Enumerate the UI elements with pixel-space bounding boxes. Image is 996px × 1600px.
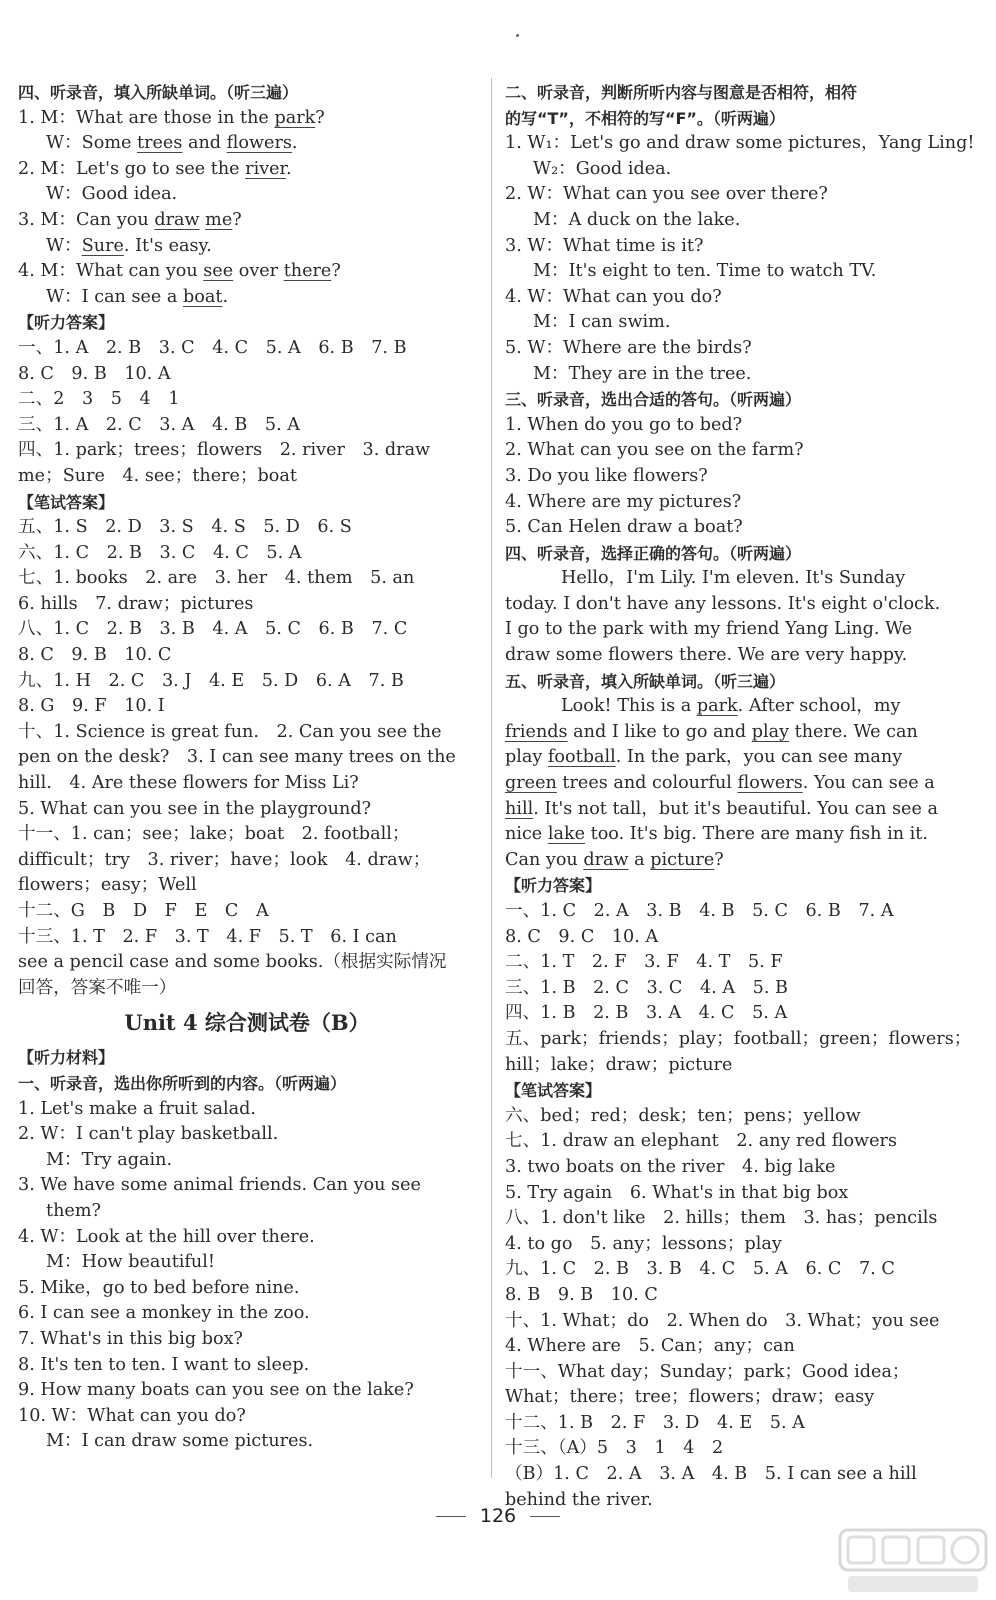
- answer-line: 3. two boats on the river 4. big lake: [505, 1156, 836, 1177]
- filled-word: there: [283, 261, 332, 282]
- dialogue-line: 4. W：Look at the hill over there.: [18, 1226, 315, 1247]
- page-number-dash: [530, 1516, 560, 1517]
- answer-line: 8. C 9. B 10. A: [18, 363, 171, 384]
- dialogue-line: 4. M：What can you see over there?: [18, 261, 341, 282]
- answer-line: 十三、（A）5 3 1 4 2: [505, 1438, 724, 1459]
- answer-line: 八、1. C 2. B 3. B 4. A 5. C 6. B 7. C: [18, 619, 408, 640]
- dialogue-line: 3. M：Can you draw me?: [18, 209, 242, 230]
- answer-line: 七、1. draw an elephant 2. any red flowers: [505, 1131, 897, 1152]
- dialogue-line: 2. W：What can you see over there?: [505, 184, 828, 205]
- filled-word: park: [274, 107, 316, 128]
- answer-line: 8. B 9. B 10. C: [505, 1284, 658, 1305]
- passage-line: hill. It's not tall，but it's beautiful. You can see a: [505, 798, 938, 819]
- answer-heading: 【听力材料】: [18, 1048, 115, 1068]
- dialogue-line: W：Good idea.: [46, 184, 178, 205]
- answer-line: 二、1. T 2. F 3. F 4. T 5. F: [505, 952, 783, 973]
- filled-word: boat: [183, 286, 223, 307]
- dialogue-line: 1. M：What are those in the park?: [18, 107, 325, 128]
- answer-line: 5. Try again 6. What's in that big box: [505, 1182, 849, 1203]
- filled-word: friends: [505, 721, 568, 742]
- dialogue-line: 10. W：What can you do?: [18, 1405, 246, 1426]
- answer-line: 8. C 9. C 10. A: [505, 926, 659, 947]
- section-heading: 四、听录音，填入所缺单词。（听三遍）: [18, 83, 299, 102]
- passage-line: Hello，I'm Lily. I'm eleven. It's Sunday: [561, 568, 906, 589]
- dialogue-line: 7. What's in this big box?: [18, 1328, 243, 1349]
- dialogue-line: M：Try again.: [46, 1149, 173, 1170]
- dialogue-line: W：Some trees and flowers.: [46, 133, 298, 154]
- answer-line: 五、1. S 2. D 3. S 4. S 5. D 6. S: [18, 517, 352, 538]
- dialogue-line: W：Sure. It's easy.: [46, 235, 212, 256]
- answer-line: 8. G 9. F 10. I: [18, 696, 165, 717]
- answer-line: see a pencil case and some books.（根据实际情况: [18, 952, 447, 973]
- passage-line: I go to the park with my friend Yang Ling. We: [505, 619, 913, 640]
- answer-line: difficult；try 3. river；have；look 4. draw；: [18, 849, 431, 870]
- answer-line: 三、1. B 2. C 3. C 4. A 5. B: [505, 977, 788, 998]
- filled-word: draw: [154, 209, 200, 230]
- dialogue-line: 3. W：What time is it?: [505, 235, 704, 256]
- dialogue-line: 8. It's ten to ten. I want to sleep.: [18, 1354, 310, 1375]
- dialogue-line: 5. W：Where are the birds?: [505, 337, 752, 358]
- answer-line: 4. to go 5. any；lessons；play: [505, 1233, 782, 1254]
- passage-line: green trees and colourful flowers. You can see a: [505, 773, 935, 794]
- left-column: [18, 80, 476, 1455]
- filled-word: flowers: [737, 773, 803, 794]
- print-speck: [516, 34, 519, 37]
- answer-line: 十二、G B D F E C A: [18, 901, 269, 921]
- dialogue-line: W：I can see a boat.: [46, 286, 229, 307]
- dialogue-line: W₂：Good idea.: [533, 158, 672, 179]
- answer-line: flowers；easy；Well: [18, 875, 197, 896]
- filled-word: trees: [137, 133, 183, 154]
- passage-line: play football. In the park，you can see many: [505, 747, 903, 768]
- question-line: 3. Do you like flowers?: [505, 465, 708, 486]
- filled-word: flowers: [226, 133, 292, 154]
- answer-heading: 【听力答案】: [505, 876, 602, 896]
- dialogue-line: 5. Mike，go to bed before nine.: [18, 1277, 300, 1298]
- right-column: [505, 80, 975, 1513]
- answer-line: 4. Where are 5. Can；any；can: [505, 1336, 795, 1357]
- filled-word: play: [751, 721, 790, 742]
- answer-line: 十二、1. B 2. F 3. D 4. E 5. A: [505, 1412, 805, 1433]
- question-line: 4. Where are my pictures?: [505, 491, 742, 512]
- section-heading: 一、听录音，选出你所听到的内容。（听两遍）: [18, 1073, 347, 1093]
- answer-line: 六、1. C 2. B 3. C 4. C 5. A: [18, 542, 302, 563]
- unit-title: Unit 4 综合测试卷（B）: [124, 1010, 370, 1036]
- answer-line: 十、1. Science is great fun. 2. Can you see the: [18, 721, 442, 742]
- section-heading: 三、听录音，选出合适的答句。（听两遍）: [505, 390, 802, 410]
- filled-word: Sure: [81, 235, 124, 256]
- filled-word: green: [505, 773, 557, 794]
- filled-word: hill: [505, 798, 534, 819]
- dialogue-line: 3. We have some animal friends. Can you see: [18, 1175, 421, 1196]
- filled-word: lake: [547, 824, 586, 845]
- answer-line: pen on the desk? 3. I can see many trees on the: [18, 747, 456, 768]
- section-heading: 的写“T”，不相符的写“F”。（听两遍）: [505, 108, 785, 128]
- dialogue-line: 4. W：What can you do?: [505, 286, 722, 307]
- answer-line: 十、1. What；do 2. When do 3. What；you see: [505, 1310, 940, 1331]
- answer-heading: 【笔试答案】: [18, 492, 115, 512]
- answer-line: 八、1. don't like 2. hills；them 3. has；pencils: [505, 1208, 938, 1229]
- passage-line: friends and I like to go and play there. We can: [505, 721, 918, 742]
- dialogue-line: M：How beautiful!: [46, 1252, 215, 1273]
- filled-word: see: [203, 261, 234, 282]
- answer-line: （B）1. C 2. A 3. A 4. B 5. I can see a hill: [505, 1464, 917, 1485]
- question-line: 1. When do you go to bed?: [505, 414, 743, 435]
- filled-word: picture: [650, 849, 715, 870]
- answer-heading: 【听力答案】: [18, 313, 115, 333]
- section-heading: 二、听录音，判断所听内容与图意是否相符，相符: [505, 83, 858, 102]
- answer-line: hill. 4. Are these flowers for Miss Li?: [18, 773, 359, 794]
- answer-line: 5. What can you see in the playground?: [18, 798, 372, 819]
- passage-line: nice lake too. It's big. There are many fish in it.: [505, 824, 928, 845]
- answer-line: 六、bed；red；desk；ten；pens；yellow: [505, 1105, 861, 1126]
- answer-line: behind the river.: [505, 1489, 653, 1510]
- passage-line: draw some flowers there. We are very happy.: [505, 645, 908, 666]
- answer-line: 二、2 3 5 4 1: [18, 389, 180, 410]
- dialogue-line: 2. M：Let's go to see the river.: [18, 158, 292, 179]
- answer-line: 6. hills 7. draw；pictures: [18, 593, 254, 614]
- filled-word: me: [205, 209, 233, 230]
- section-heading: 五、听录音，填入所缺单词。（听三遍）: [505, 671, 786, 691]
- dialogue-line: M：I can swim.: [533, 312, 671, 333]
- answer-line: 七、1. books 2. are 3. her 4. them 5. an: [18, 568, 415, 589]
- dialogue-line: M：A duck on the lake.: [533, 209, 741, 230]
- dialogue-line: 2. W：I can't play basketball.: [18, 1124, 279, 1145]
- answer-line: 十一、1. can；see；lake；boat 2. football；: [18, 824, 410, 845]
- question-line: 2. What can you see on the farm?: [505, 440, 804, 461]
- answer-heading: 【笔试答案】: [505, 1081, 602, 1101]
- passage-line: Look! This is a park. After school，my: [561, 696, 901, 717]
- dialogue-line: M：They are in the tree.: [533, 363, 752, 384]
- filled-word: football: [547, 747, 616, 768]
- dialogue-line: 1. W₁：Let's go and draw some pictures，Yang Ling!: [505, 133, 975, 154]
- answer-line: 四、1. park；trees；flowers 2. river 3. draw: [18, 440, 431, 461]
- passage-line: Can you draw a picture?: [505, 849, 724, 870]
- answer-line: 一、1. C 2. A 3. B 4. B 5. C 6. B 7. A: [505, 901, 894, 921]
- passage-line: today. I don't have any lessons. It's eight o'clock.: [505, 593, 941, 614]
- answer-line: 九、1. H 2. C 3. J 4. E 5. D 6. A 7. B: [18, 670, 404, 691]
- column-divider: [491, 78, 492, 1478]
- answer-line: 十三、1. T 2. F 3. T 4. F 5. T 6. I can: [18, 926, 397, 947]
- dialogue-line: 9. How many boats can you see on the lake?: [18, 1380, 414, 1401]
- answer-line: me；Sure 4. see；there；boat: [18, 465, 297, 486]
- filled-word: river: [245, 158, 287, 179]
- answer-line: 九、1. C 2. B 3. B 4. C 5. A 6. C 7. C: [505, 1259, 895, 1280]
- dialogue-line: 1. Let's make a fruit salad.: [18, 1098, 256, 1119]
- dialogue-line: M：I can draw some pictures.: [46, 1431, 314, 1452]
- section-heading: 四、听录音，选择正确的答句。（听两遍）: [505, 543, 802, 563]
- filled-word: park: [696, 696, 738, 717]
- answer-line: What；there；tree；flowers；draw；easy: [505, 1387, 875, 1408]
- answer-line: 十一、What day；Sunday；park；Good idea；: [505, 1361, 910, 1382]
- answer-line: 回答，答案不唯一）: [18, 977, 177, 998]
- page-number: 126: [0, 1505, 996, 1527]
- question-line: 5. Can Helen draw a boat?: [505, 517, 743, 538]
- dialogue-line: them?: [46, 1200, 101, 1221]
- answer-line: 五、park；friends；play；football；green；flowers；: [505, 1028, 972, 1049]
- answer-line: 一、1. A 2. B 3. C 4. C 5. A 6. B 7. B: [18, 337, 407, 358]
- answer-line: 8. C 9. B 10. C: [18, 645, 172, 666]
- page-number-dash: [436, 1516, 466, 1517]
- dialogue-line: 6. I can see a monkey in the zoo.: [18, 1303, 310, 1324]
- filled-word: draw: [583, 849, 629, 870]
- dialogue-line: M：It's eight to ten. Time to watch TV.: [533, 261, 877, 282]
- answer-line: 四、1. B 2. B 3. A 4. C 5. A: [505, 1003, 788, 1024]
- answer-line: hill；lake；draw；picture: [505, 1054, 733, 1075]
- answer-line: 三、1. A 2. C 3. A 4. B 5. A: [18, 414, 300, 435]
- watermark-logo: [838, 1528, 988, 1596]
